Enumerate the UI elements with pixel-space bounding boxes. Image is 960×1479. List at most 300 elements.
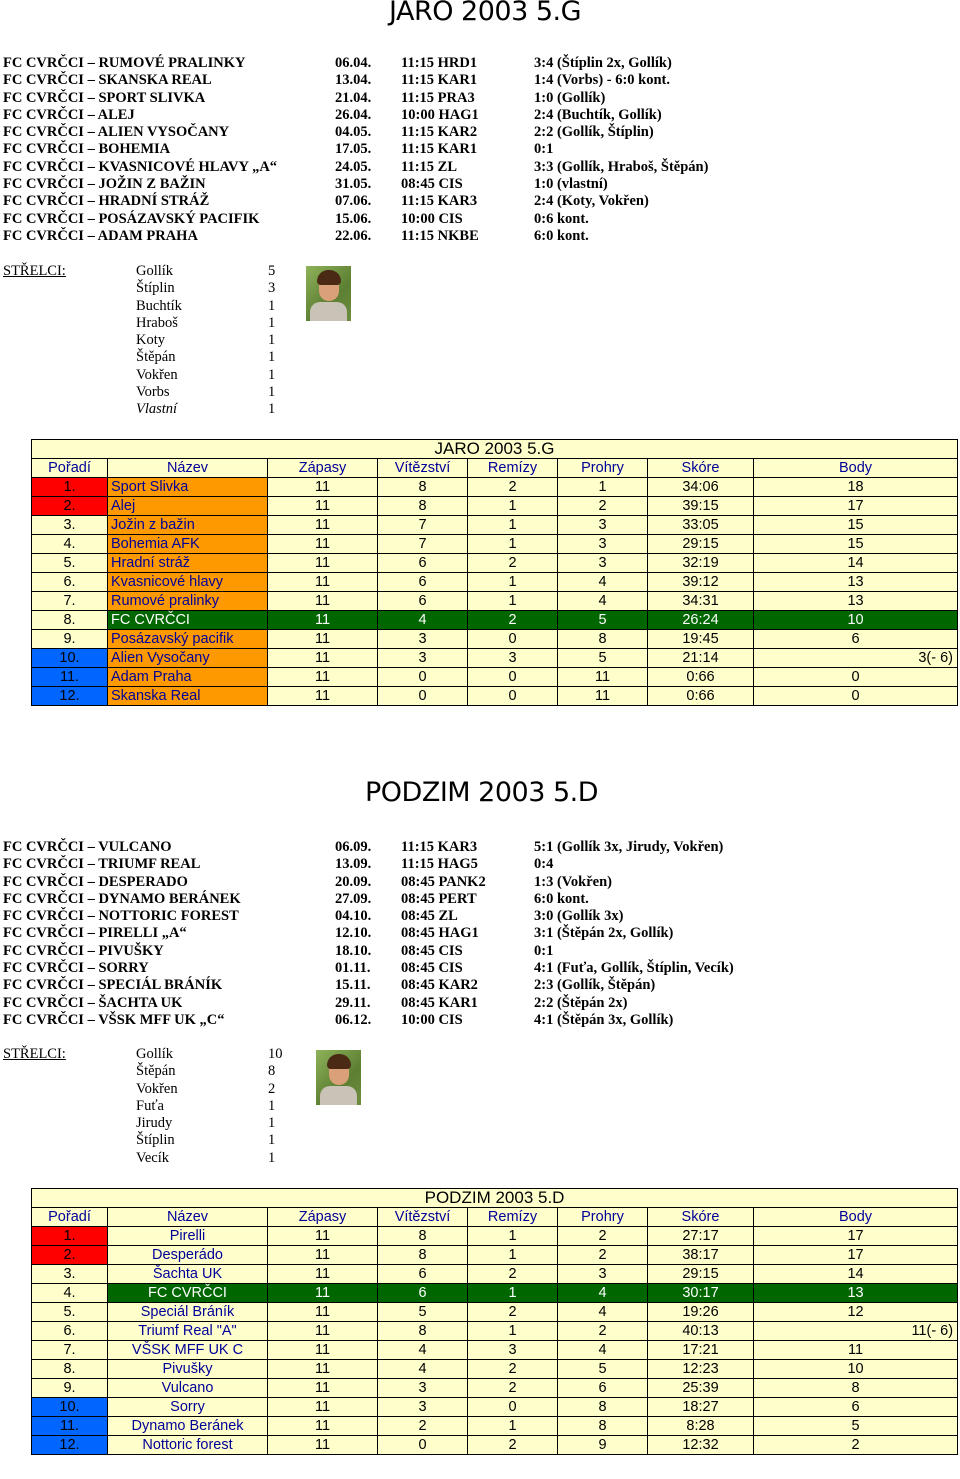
team-name-cell: Jožin z bažin <box>108 516 268 535</box>
scorer-goals: 1 <box>268 349 276 366</box>
rank-cell: 1. <box>32 1227 108 1246</box>
match-date: 27.09. <box>335 890 372 907</box>
won-cell: 3 <box>378 1379 468 1398</box>
played-cell: 11 <box>268 1303 378 1322</box>
match-time: 11:15 PRA3 <box>401 89 475 106</box>
score-cell: 12:32 <box>648 1436 754 1455</box>
draw-cell: 2 <box>468 611 558 630</box>
draw-cell: 2 <box>468 1303 558 1322</box>
rank-cell: 9. <box>32 630 108 649</box>
won-cell: 6 <box>378 1265 468 1284</box>
match-result: 6:0 kont. <box>534 890 589 907</box>
table-row <box>32 687 958 706</box>
lost-cell: 8 <box>558 1417 648 1436</box>
score-cell: 32:19 <box>648 554 754 573</box>
points-cell: 2 <box>754 1436 958 1455</box>
table-row <box>32 1265 958 1284</box>
lost-cell: 3 <box>558 535 648 554</box>
draw-cell: 1 <box>468 535 558 554</box>
match-result: 3:4 (Štíplin 2x, Gollík) <box>534 55 672 71</box>
rank-cell: 7. <box>32 1341 108 1360</box>
won-cell: 0 <box>378 687 468 706</box>
draw-cell: 1 <box>468 592 558 611</box>
match-time: 08:45 CIS <box>401 960 463 977</box>
played-cell: 11 <box>268 1265 378 1284</box>
table-row <box>32 1227 958 1246</box>
team-name-cell: Desperádo <box>108 1246 268 1265</box>
scorer-name: Jirudy <box>136 1115 173 1132</box>
played-cell: 11 <box>268 497 378 516</box>
rank-cell: 6. <box>32 1322 108 1341</box>
team-name-cell: Nottoric forest <box>108 1436 268 1455</box>
match-date: 07.06. <box>335 193 372 210</box>
scorer-goals: 5 <box>268 263 276 279</box>
draw-cell: 2 <box>468 554 558 573</box>
played-cell: 11 <box>268 1341 378 1360</box>
match-teams: FC CVRČCI – ALIEN VYSOČANY <box>3 124 230 141</box>
scorer-name: Štěpán <box>136 1063 176 1080</box>
score-cell: 8:28 <box>648 1417 754 1436</box>
lost-cell: 2 <box>558 1322 648 1341</box>
match-time: 08:45 KAR1 <box>401 994 478 1011</box>
played-cell: 11 <box>268 1246 378 1265</box>
score-cell: 38:17 <box>648 1246 754 1265</box>
team-name-cell: Hradní stráž <box>108 554 268 573</box>
match-time: 11:15 HRD1 <box>401 55 478 71</box>
scorer-goals: 1 <box>268 1115 276 1132</box>
score-cell: 12:23 <box>648 1360 754 1379</box>
draw-cell: 0 <box>468 687 558 706</box>
match-teams: FC CVRČCI – BOHEMIA <box>3 141 171 158</box>
won-cell: 8 <box>378 1246 468 1265</box>
match-teams: FC CVRČCI – TRIUMF REAL <box>3 856 201 873</box>
column-header: Pořadí <box>32 459 108 478</box>
score-cell: 34:06 <box>648 478 754 497</box>
lost-cell: 5 <box>558 1360 648 1379</box>
won-cell: 4 <box>378 611 468 630</box>
played-cell: 11 <box>268 1398 378 1417</box>
played-cell: 11 <box>268 1379 378 1398</box>
points-cell: 17 <box>754 1227 958 1246</box>
rank-cell: 12. <box>32 687 108 706</box>
scorer-goals: 1 <box>268 366 276 383</box>
draw-cell: 2 <box>468 1436 558 1455</box>
played-cell: 11 <box>268 516 378 535</box>
points-cell: 17 <box>754 497 958 516</box>
team-name-cell: FC CVRČCI <box>108 611 268 630</box>
team-name-cell: Adam Praha <box>108 668 268 687</box>
played-cell: 11 <box>268 573 378 592</box>
played-cell: 11 <box>268 630 378 649</box>
table-row <box>32 668 958 687</box>
column-header: Vítězství <box>378 1208 468 1227</box>
team-name-cell: Sorry <box>108 1398 268 1417</box>
scorer-goals: 1 <box>268 384 276 401</box>
draw-cell: 2 <box>468 1360 558 1379</box>
match-date: 26.04. <box>335 106 372 123</box>
table-row <box>32 516 958 535</box>
points-cell: 13 <box>754 1284 958 1303</box>
rank-cell: 2. <box>32 497 108 516</box>
played-cell: 11 <box>268 478 378 497</box>
table-header-row <box>32 459 958 478</box>
match-result: 0:1 <box>534 942 554 959</box>
draw-cell: 3 <box>468 1341 558 1360</box>
match-time: 10:00 CIS <box>401 1011 463 1028</box>
won-cell: 7 <box>378 535 468 554</box>
table-row <box>32 478 958 497</box>
match-teams: FC CVRČCI – JOŽIN Z BAŽIN <box>3 176 206 193</box>
played-cell: 11 <box>268 1417 378 1436</box>
played-cell: 11 <box>268 1227 378 1246</box>
table-row <box>32 1379 958 1398</box>
score-cell: 0:66 <box>648 687 754 706</box>
points-cell: 0 <box>754 687 958 706</box>
scorer-goals: 1 <box>268 1132 276 1149</box>
table-row <box>32 1303 958 1322</box>
lost-cell: 11 <box>558 668 648 687</box>
rank-cell: 5. <box>32 554 108 573</box>
won-cell: 3 <box>378 630 468 649</box>
won-cell: 3 <box>378 1398 468 1417</box>
match-date: 15.06. <box>335 210 372 227</box>
column-header: Skóre <box>648 1208 754 1227</box>
lost-cell: 1 <box>558 478 648 497</box>
score-cell: 25:39 <box>648 1379 754 1398</box>
lost-cell: 3 <box>558 516 648 535</box>
score-cell: 17:21 <box>648 1341 754 1360</box>
table-header-row <box>32 1208 958 1227</box>
won-cell: 6 <box>378 573 468 592</box>
scorer-goals: 2 <box>268 1080 276 1097</box>
won-cell: 5 <box>378 1303 468 1322</box>
match-result: 2:4 (Buchtík, Gollík) <box>534 106 662 123</box>
match-result: 2:2 (Štěpán 2x) <box>534 994 628 1011</box>
column-header: Body <box>754 1208 958 1227</box>
points-cell: 18 <box>754 478 958 497</box>
scorer-goals: 1 <box>268 1149 276 1166</box>
team-name-cell: Rumové pralinky <box>108 592 268 611</box>
scorer-name: Koty <box>136 332 165 349</box>
score-cell: 34:31 <box>648 592 754 611</box>
autumn-league-table <box>31 1188 958 1455</box>
table-title-row <box>32 440 958 459</box>
rank-cell: 6. <box>32 573 108 592</box>
lost-cell: 4 <box>558 573 648 592</box>
match-teams: FC CVRČCI – HRADNÍ STRÁŽ <box>3 193 210 210</box>
score-cell: 33:05 <box>648 516 754 535</box>
draw-cell: 1 <box>468 573 558 592</box>
scorer-goals: 1 <box>268 1097 276 1114</box>
points-cell: 11 <box>754 1341 958 1360</box>
match-date: 15.11. <box>335 977 371 994</box>
match-teams: FC CVRČCI – KVASNICOVÉ HLAVY „A“ <box>3 158 278 175</box>
match-teams: FC CVRČCI – SPECIÁL BRÁNÍK <box>3 977 223 994</box>
score-cell: 21:14 <box>648 649 754 668</box>
draw-cell: 2 <box>468 1379 558 1398</box>
match-result: 1:0 (vlastní) <box>534 176 608 193</box>
draw-cell: 1 <box>468 1322 558 1341</box>
played-cell: 11 <box>268 535 378 554</box>
team-name-cell: Pirelli <box>108 1227 268 1246</box>
scorer-name: Štěpán <box>136 349 176 366</box>
scorer-goals: 1 <box>268 314 276 331</box>
rank-cell: 7. <box>32 592 108 611</box>
scorers-label: STŘELCI: <box>3 1046 66 1062</box>
match-time: 08:45 KAR2 <box>401 977 478 994</box>
points-cell: 14 <box>754 554 958 573</box>
match-date: 18.10. <box>335 942 372 959</box>
table-row <box>32 1284 958 1303</box>
match-time: 08:45 PERT <box>401 890 477 907</box>
played-cell: 11 <box>268 668 378 687</box>
column-header: Skóre <box>648 459 754 478</box>
scorer-name: Fuťa <box>136 1097 164 1114</box>
table-row <box>32 573 958 592</box>
match-teams: FC CVRČCI – ALEJ <box>3 106 135 123</box>
scorers-label: STŘELCI: <box>3 263 66 279</box>
points-cell: 6 <box>754 630 958 649</box>
won-cell: 6 <box>378 592 468 611</box>
rank-cell: 9. <box>32 1379 108 1398</box>
points-cell: 10 <box>754 611 958 630</box>
points-cell: 8 <box>754 1379 958 1398</box>
match-teams: FC CVRČCI – VŠSK MFF UK „C“ <box>3 1011 225 1028</box>
played-cell: 11 <box>268 649 378 668</box>
points-cell: 5 <box>754 1417 958 1436</box>
team-name-cell: Speciál Bráník <box>108 1303 268 1322</box>
match-teams: FC CVRČCI – VULCANO <box>3 839 172 855</box>
match-date: 01.11. <box>335 960 371 977</box>
lost-cell: 2 <box>558 1246 648 1265</box>
draw-cell: 1 <box>468 516 558 535</box>
team-name-cell: Bohemia AFK <box>108 535 268 554</box>
score-cell: 0:66 <box>648 668 754 687</box>
rank-cell: 3. <box>32 1265 108 1284</box>
table-row <box>32 611 958 630</box>
rank-cell: 4. <box>32 1284 108 1303</box>
team-name-cell: Šachta UK <box>108 1265 268 1284</box>
score-cell: 18:27 <box>648 1398 754 1417</box>
draw-cell: 2 <box>468 478 558 497</box>
draw-cell: 0 <box>468 1398 558 1417</box>
lost-cell: 4 <box>558 1303 648 1322</box>
column-header: Remízy <box>468 1208 558 1227</box>
table-row <box>32 535 958 554</box>
match-result: 5:1 (Gollík 3x, Jirudy, Vokřen) <box>534 839 724 855</box>
won-cell: 0 <box>378 668 468 687</box>
table-title: PODZIM 2003 5.D <box>32 1189 958 1208</box>
draw-cell: 3 <box>468 649 558 668</box>
match-date: 06.04. <box>335 55 372 71</box>
team-name-cell: Pivušky <box>108 1360 268 1379</box>
match-result: 2:2 (Gollík, Štíplin) <box>534 124 654 141</box>
draw-cell: 0 <box>468 630 558 649</box>
match-result: 1:0 (Gollík) <box>534 89 606 106</box>
rank-cell: 3. <box>32 516 108 535</box>
match-result: 0:6 kont. <box>534 210 589 227</box>
team-name-cell: Posázavský pacifik <box>108 630 268 649</box>
lost-cell: 4 <box>558 1341 648 1360</box>
played-cell: 11 <box>268 1322 378 1341</box>
scorer-name: Gollík <box>136 263 174 279</box>
won-cell: 7 <box>378 516 468 535</box>
match-date: 31.05. <box>335 176 372 193</box>
match-result: 2:4 (Koty, Vokřen) <box>534 193 649 210</box>
match-result: 3:3 (Gollík, Hraboš, Štěpán) <box>534 158 709 175</box>
rank-cell: 10. <box>32 649 108 668</box>
rank-cell: 11. <box>32 1417 108 1436</box>
column-header: Prohry <box>558 459 648 478</box>
table-row <box>32 1417 958 1436</box>
column-header: Remízy <box>468 459 558 478</box>
team-name-cell: Alien Vysočany <box>108 649 268 668</box>
score-cell: 39:12 <box>648 573 754 592</box>
lost-cell: 8 <box>558 630 648 649</box>
played-cell: 11 <box>268 1360 378 1379</box>
column-header: Zápasy <box>268 1208 378 1227</box>
points-cell: 11(- 6) <box>754 1322 958 1341</box>
scorer-name: Vokřen <box>136 366 178 383</box>
match-teams: FC CVRČCI – RUMOVÉ PRALINKY <box>3 55 246 71</box>
table-row <box>32 554 958 573</box>
match-result: 3:0 (Gollík 3x) <box>534 908 624 925</box>
scorer-name: Štíplin <box>136 1132 175 1149</box>
played-cell: 11 <box>268 1284 378 1303</box>
match-result: 0:4 <box>534 856 554 873</box>
team-name-cell: Kvasnicové hlavy <box>108 573 268 592</box>
scorer-goals: 10 <box>268 1046 283 1062</box>
lost-cell: 6 <box>558 1379 648 1398</box>
scorer-goals: 1 <box>268 297 276 314</box>
won-cell: 0 <box>378 1436 468 1455</box>
table-row <box>32 1398 958 1417</box>
lost-cell: 2 <box>558 1227 648 1246</box>
draw-cell: 0 <box>468 668 558 687</box>
lost-cell: 9 <box>558 1436 648 1455</box>
table-row <box>32 1436 958 1455</box>
match-teams: FC CVRČCI – SORRY <box>3 960 149 977</box>
match-date: 13.04. <box>335 72 372 89</box>
column-header: Název <box>108 459 268 478</box>
draw-cell: 1 <box>468 1284 558 1303</box>
match-date: 24.05. <box>335 158 372 175</box>
match-result: 1:4 (Vorbs) - 6:0 kont. <box>534 72 671 89</box>
match-date: 04.05. <box>335 124 372 141</box>
rank-cell: 8. <box>32 611 108 630</box>
table-row <box>32 1322 958 1341</box>
points-cell: 13 <box>754 592 958 611</box>
match-result: 6:0 kont. <box>534 227 589 244</box>
lost-cell: 11 <box>558 687 648 706</box>
match-teams: FC CVRČCI – POSÁZAVSKÝ PACIFIK <box>3 210 260 227</box>
scorer-name: Vokřen <box>136 1080 178 1097</box>
match-result: 2:3 (Gollík, Štěpán) <box>534 977 656 994</box>
column-header: Vítězství <box>378 459 468 478</box>
match-date: 06.12. <box>335 1011 372 1028</box>
draw-cell: 1 <box>468 1246 558 1265</box>
draw-cell: 1 <box>468 497 558 516</box>
played-cell: 11 <box>268 554 378 573</box>
team-name-cell: Dynamo Beránek <box>108 1417 268 1436</box>
column-header: Prohry <box>558 1208 648 1227</box>
won-cell: 4 <box>378 1360 468 1379</box>
match-time: 11:15 KAR1 <box>401 141 478 158</box>
scorer-goals: 1 <box>268 332 276 349</box>
match-date: 06.09. <box>335 839 372 855</box>
points-cell: 15 <box>754 516 958 535</box>
scorer-name: Štíplin <box>136 280 175 297</box>
match-date: 29.11. <box>335 994 371 1011</box>
points-cell: 6 <box>754 1398 958 1417</box>
spring-league-table <box>31 439 958 706</box>
points-cell: 10 <box>754 1360 958 1379</box>
match-teams: FC CVRČCI – DESPERADO <box>3 873 188 890</box>
match-time: 11:15 KAR2 <box>401 124 478 141</box>
team-name-cell: Sport Slivka <box>108 478 268 497</box>
match-date: 13.09. <box>335 856 372 873</box>
match-date: 04.10. <box>335 908 372 925</box>
match-teams: FC CVRČCI – PIRELLI „A“ <box>3 925 187 942</box>
match-time: 08:45 CIS <box>401 176 463 193</box>
lost-cell: 8 <box>558 1398 648 1417</box>
score-cell: 27:17 <box>648 1227 754 1246</box>
match-result: 0:1 <box>534 141 554 158</box>
lost-cell: 4 <box>558 592 648 611</box>
points-cell: 0 <box>754 668 958 687</box>
table-row <box>32 1341 958 1360</box>
match-time: 11:15 ZL <box>401 158 457 175</box>
scorer-name: Hraboš <box>136 314 178 331</box>
table-title: JARO 2003 5.G <box>32 440 958 459</box>
scorer-name: Gollík <box>136 1046 174 1062</box>
table-row <box>32 649 958 668</box>
match-time: 08:45 CIS <box>401 942 463 959</box>
table-row <box>32 1246 958 1265</box>
rank-cell: 11. <box>32 668 108 687</box>
match-time: 10:00 CIS <box>401 210 463 227</box>
won-cell: 6 <box>378 554 468 573</box>
scorer-name: Vecík <box>136 1149 170 1166</box>
scorer-goals: 1 <box>268 401 276 418</box>
match-time: 11:15 KAR1 <box>401 72 478 89</box>
won-cell: 2 <box>378 1417 468 1436</box>
team-name-cell: VŠSK MFF UK C <box>108 1341 268 1360</box>
points-cell: 15 <box>754 535 958 554</box>
scorer-name: Buchtík <box>136 297 182 314</box>
won-cell: 8 <box>378 497 468 516</box>
scorer-name: Vlastní <box>136 401 178 418</box>
match-time: 11:15 HAG5 <box>401 856 478 873</box>
score-cell: 39:15 <box>648 497 754 516</box>
rank-cell: 5. <box>32 1303 108 1322</box>
scorer-goals: 8 <box>268 1063 276 1080</box>
spring-title: JARO 2003 5.G <box>389 0 582 27</box>
match-date: 21.04. <box>335 89 372 106</box>
won-cell: 4 <box>378 1341 468 1360</box>
player-photo <box>306 266 351 321</box>
column-header: Body <box>754 459 958 478</box>
match-time: 11:15 KAR3 <box>401 839 478 855</box>
match-teams: FC CVRČCI – ADAM PRAHA <box>3 227 198 244</box>
points-cell: 14 <box>754 1265 958 1284</box>
match-result: 3:1 (Štěpán 2x, Gollík) <box>534 925 674 942</box>
score-cell: 29:15 <box>648 1265 754 1284</box>
match-time: 08:45 ZL <box>401 908 458 925</box>
draw-cell: 1 <box>468 1417 558 1436</box>
match-date: 17.05. <box>335 141 372 158</box>
column-header: Název <box>108 1208 268 1227</box>
